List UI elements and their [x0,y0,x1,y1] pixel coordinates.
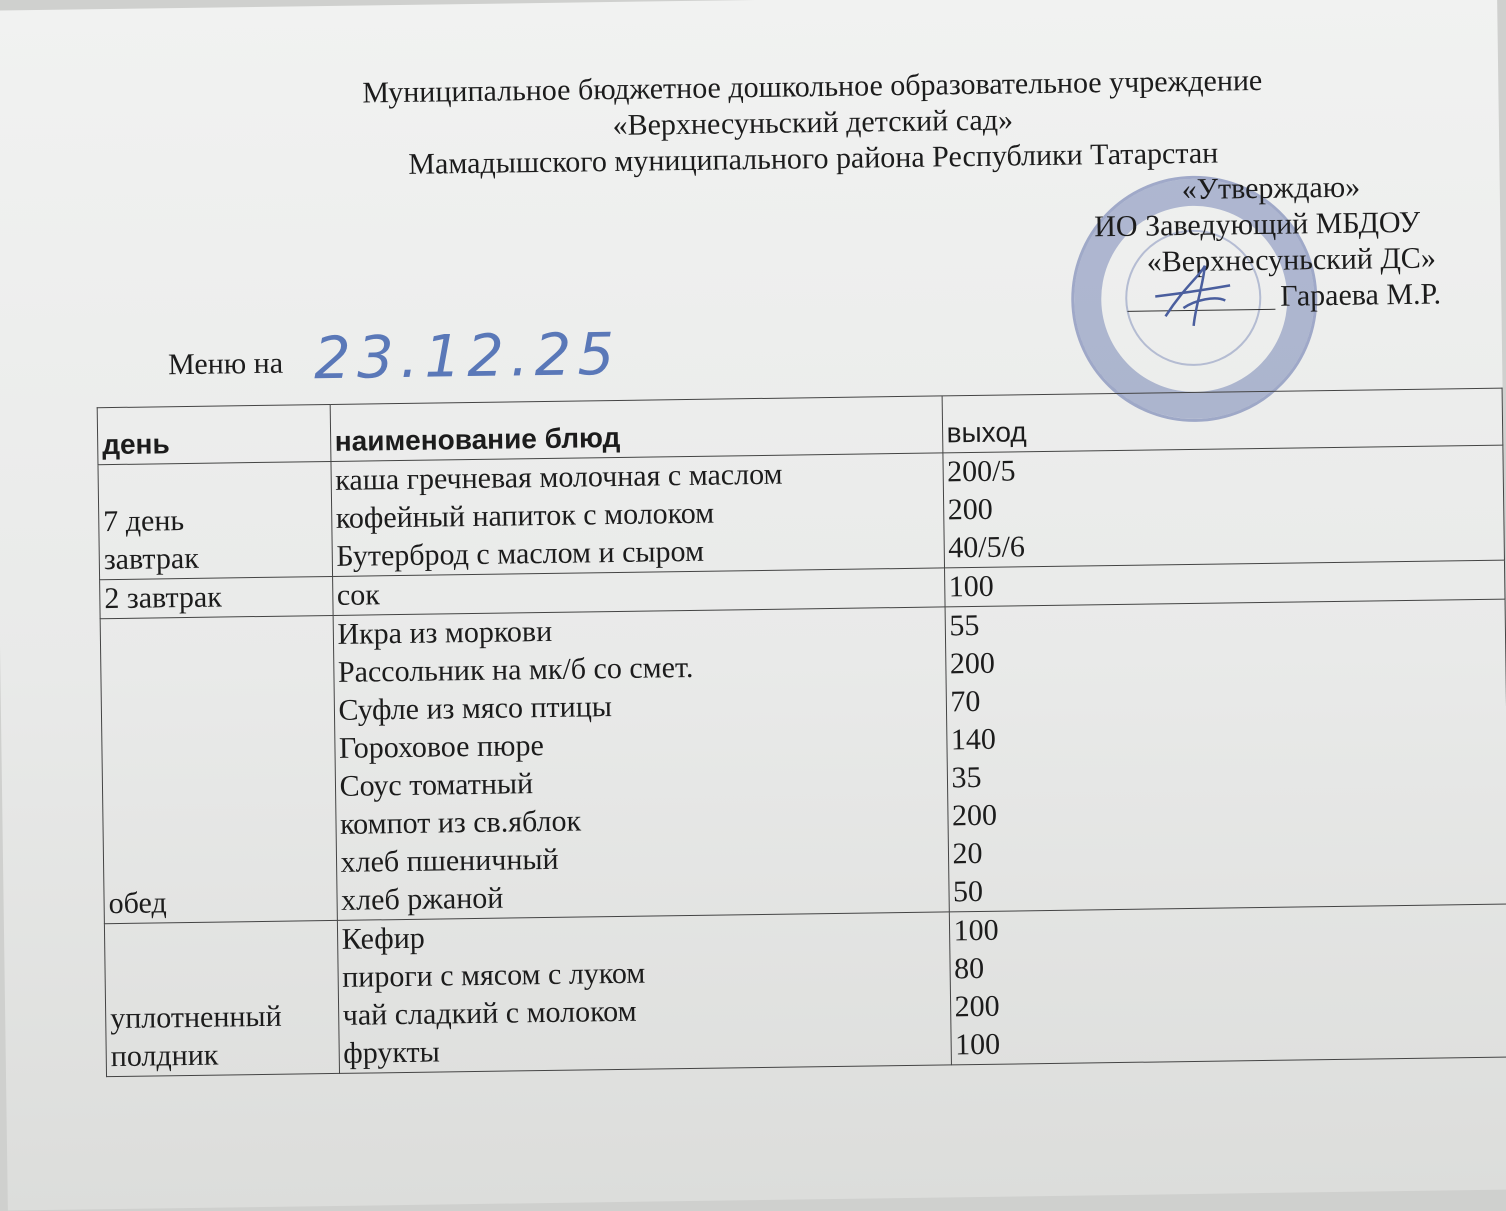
org-name-line2: «Верхнесуньский детский сад» [612,103,1014,143]
dish-output: 200/5 [946,454,1016,489]
dish-name: Гороховое пюре [338,729,544,765]
meal-cell [104,920,339,1076]
menu-table [97,388,1506,1078]
dish-output: 100 [953,913,999,948]
dish-name: чай сладкий с молоком [342,994,637,1032]
dish-name: Соус томатный [339,767,534,803]
meal-label-part: уплотненный полдник [109,999,282,1074]
dish-output: 70 [950,684,981,719]
dish-name: хлеб ржаной [340,881,504,917]
dish-output: 100 [948,569,995,604]
meal-label-part: 7 день завтрак [103,504,199,577]
dish-output: 35 [951,760,982,795]
approval-institution: «Верхнесуньский ДС» [1146,241,1437,279]
dish-name: компот из св.яблок [339,804,582,841]
dish-name: Бутерброд с маслом и сыром [336,534,705,573]
dish-name: фрукты [343,1035,441,1070]
dish-name: Суфле из мясо птицы [338,690,613,727]
output-cell [945,599,1506,912]
dish-output: 140 [950,722,997,757]
dish-name: Рассольник на мк/б со смет. [337,650,694,689]
dish-output: 200 [947,492,993,527]
meal-cell [100,615,337,923]
header-day: день [97,404,330,464]
dish-name: Икра из моркови [337,614,553,651]
meal-label: 2 завтрак [104,580,223,616]
dish-output: 20 [952,836,983,871]
dishes-cell [337,912,951,1074]
header-output: выход [942,388,1503,453]
dish-output: 100 [954,1027,1001,1062]
dish-name: Кефир [341,921,425,956]
org-name-line3: Мамадышского муниципального района Республики Татарстан [408,136,1219,181]
dishes-cell [331,453,944,577]
org-name-line1: Муниципальное бюджетное дошкольное образовательное учреждение [362,63,1263,110]
approval-position: ИО Заведующий МБДОУ [1094,205,1421,244]
table-row [104,904,1506,1077]
dish-output: 200 [954,989,1000,1024]
dish-output: 200 [949,646,996,681]
dish-output: 200 [951,798,998,833]
dish-name: хлеб пшеничный [340,842,559,879]
meal-cell [98,461,332,579]
output-cell [942,445,1504,568]
menu-date-handwritten: 23.12.25 [313,319,621,393]
menu-label: Меню на [167,346,284,382]
header-dish-name: наименование блюд [330,396,943,462]
table-row [100,599,1506,924]
dish-name: сок [336,578,381,612]
dish-name: каша гречневая молочная с маслом [335,457,783,497]
dishes-cell [333,607,949,921]
meal-label: обед [108,886,167,921]
dish-output: 55 [949,608,980,643]
approval-title: «Утверждаю» [1181,170,1361,207]
dish-name: пироги с мясом с луком [342,956,646,994]
meal-cell [100,576,333,618]
output-cell [949,904,1506,1065]
approver-name: Гараева М.Р. [1280,277,1442,313]
table-row [98,445,1504,580]
dish-output: 40/5/6 [948,530,1026,565]
handwritten-signature [1145,255,1236,336]
dish-output: 50 [952,874,984,909]
dish-name: кофейный напиток с молоком [335,496,715,535]
dish-output: 80 [953,951,985,986]
